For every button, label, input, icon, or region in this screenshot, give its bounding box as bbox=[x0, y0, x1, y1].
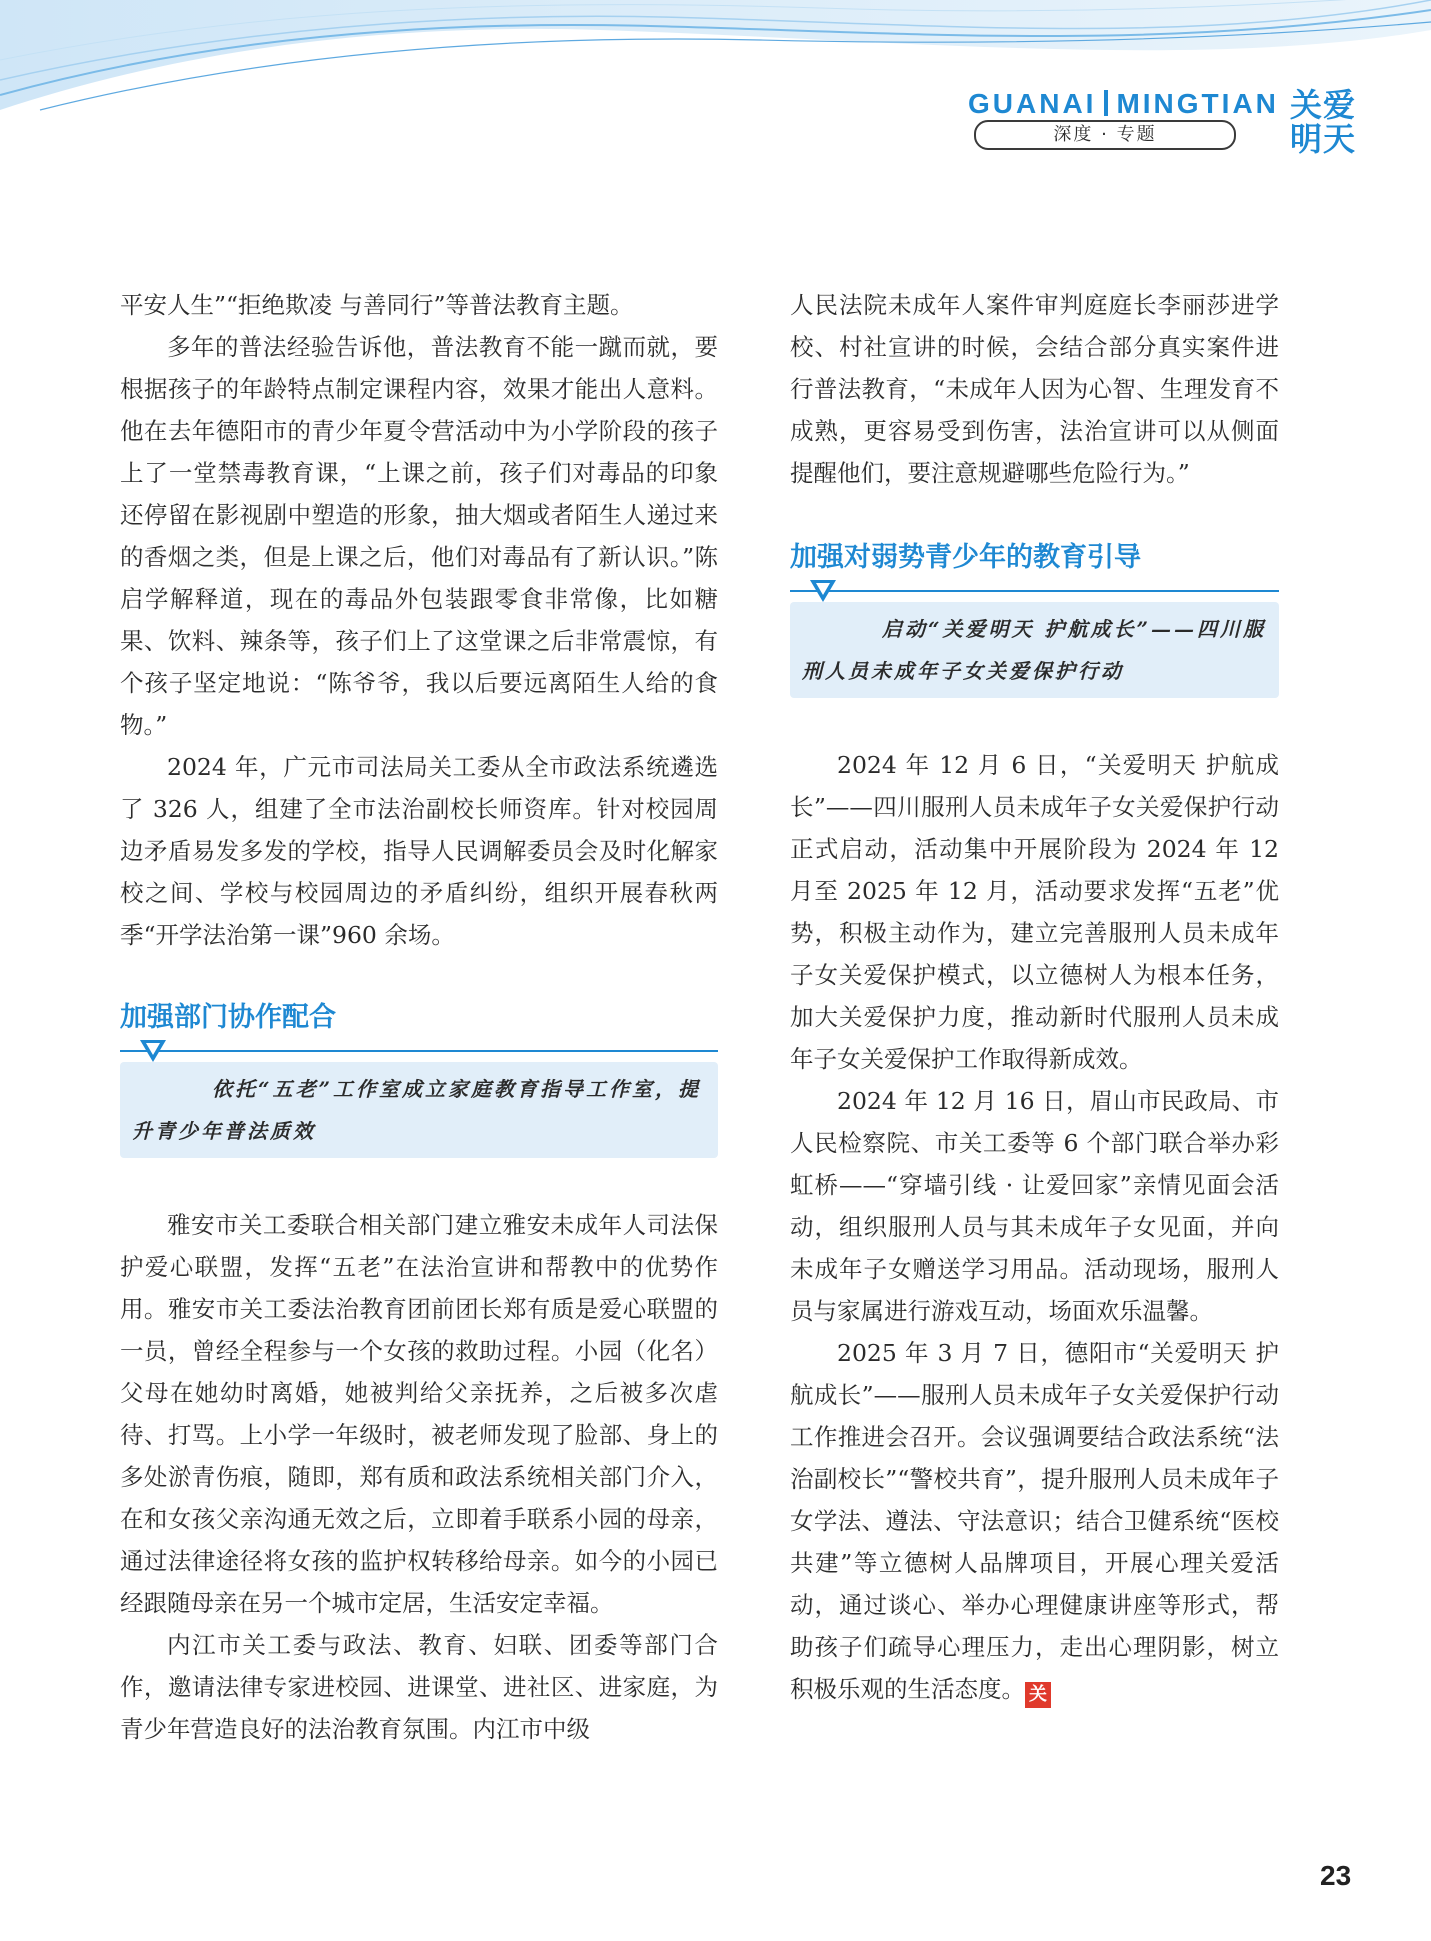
right-paragraph-3: 2024 年 12 月 16 日，眉山市民政局、市人民检察院、市关工委等 6 个部门联合举办彩虹桥——“穿墙引线 · 让爱回家”亲情见面会活动，组织服刑人员与其未成年子女见面，并向未成年子女赠送学习用品。活动现场，服刑人员与家属进行游戏互动，场面欢乐温馨。 bbox=[790, 1087, 1279, 1325]
section-heading-cooperation: 加强部门协作配合 bbox=[120, 1002, 336, 1033]
right-column bbox=[790, 284, 1279, 1710]
masthead bbox=[968, 84, 1398, 164]
right-paragraph-4-text: 2025 年 3 月 7 日，德阳市“关爱明天 护航成长”——服刑人员未成年子女关爱保护行动工作推进会召开。会议强调要结合政法系统“法治副校长”“警校共育”，提升服刑人员未成年子女学法、遵法、守法意识；结合卫健系统“医校共建”等立德树人品牌项目，开展心理关爱活动，通过谈心、举办心理健康讲座等形式，帮助孩子们疏导心理压力，走出心理阴影，树立积极乐观的生活态度。 bbox=[790, 1339, 1279, 1703]
subheading-box: 启动“关爱明天 护航成长”——四川服刑人员未成年子女关爱保护行动 bbox=[790, 602, 1279, 698]
heading-triangle-inner bbox=[816, 583, 830, 595]
heading-rule-line bbox=[120, 1050, 718, 1052]
logo-line-1: 关爱 bbox=[1290, 86, 1357, 124]
masthead-title bbox=[968, 88, 1279, 120]
logo-line-2: 明天 bbox=[1290, 120, 1357, 158]
masthead-logo bbox=[1290, 88, 1356, 156]
heading-rule bbox=[120, 1040, 718, 1062]
end-mark-icon: 关 bbox=[1025, 1682, 1051, 1708]
page-number: 23 bbox=[1320, 1860, 1352, 1891]
heading-triangle-inner bbox=[146, 1043, 160, 1055]
left-paragraph-3: 2024 年，广元市司法局关工委从全市政法系统遴选了 326 人，组建了全市法治副校长师资库。针对校园周边矛盾易发多发的学校，指导人民调解委员会及时化解家校之间、学校与校园周边的矛盾纠纷，组织开展春秋两季“开学法治第一课”960 余场。 bbox=[120, 753, 718, 949]
right-paragraph-2: 2024 年 12 月 6 日，“关爱明天 护航成长”——四川服刑人员未成年子女关爱保护行动正式启动，活动集中开展阶段为 2024 年 12 月至 2025 年 12 月，活动要求发挥“五老”优势，积极主动作为，建立完善服刑人员未成年子女关爱保护模式，以立德树人为根本任务，加大关爱保护力度，推动新时代服刑人员未成年子女关爱保护工作取得新成效。 bbox=[790, 751, 1279, 1073]
section-heading-vulnerable-youth: 加强对弱势青少年的教育引导 bbox=[790, 542, 1141, 573]
masthead-separator bbox=[1104, 90, 1108, 116]
masthead-title-left: GUANAI bbox=[968, 88, 1097, 119]
left-paragraph-1: 平安人生”“拒绝欺凌 与善同行”等普法教育主题。 bbox=[120, 291, 634, 319]
heading-rule-line bbox=[790, 590, 1279, 592]
right-paragraph-4 bbox=[790, 1332, 1279, 1710]
right-paragraph-1: 人民法院未成年人案件审判庭庭长李丽莎进学校、村社宣讲的时候，会结合部分真实案件进行普法教育，“未成年人因为心智、生理发育不成熟，更容易受到伤害，法治宣讲可以从侧面提醒他们，要注意规避哪些危险行为。” bbox=[790, 291, 1279, 487]
left-paragraph-5: 内江市关工委与政法、教育、妇联、团委等部门合作，邀请法律专家进校园、进课堂、进社区、进家庭，为青少年营造良好的法治教育氛围。内江市中级 bbox=[120, 1631, 718, 1743]
left-paragraph-2: 多年的普法经验告诉他，普法教育不能一蹴而就，要根据孩子的年龄特点制定课程内容，效果才能出人意料。他在去年德阳市的青少年夏令营活动中为小学阶段的孩子上了一堂禁毒教育课，“上课之前，孩子们对毒品的印象还停留在影视剧中塑造的形象，抽大烟或者陌生人递过来的香烟之类，但是上课之后，他们对毒品有了新认识。”陈启学解释道，现在的毒品外包装跟零食非常像，比如糖果、饮料、辣条等，孩子们上了这堂课之后非常震惊，有个孩子坚定地说：“陈爷爷，我以后要远离陌生人给的食物。” bbox=[120, 333, 718, 739]
masthead-title-right: MINGTIAN bbox=[1116, 88, 1279, 119]
subheading-box: 依托“五老”工作室成立家庭教育指导工作室，提升青少年普法质效 bbox=[120, 1062, 718, 1158]
masthead-subtitle: 深度 · 专题 bbox=[974, 120, 1236, 150]
left-paragraph-4: 雅安市关工委联合相关部门建立雅安未成年人司法保护爱心联盟，发挥“五老”在法治宣讲和帮教中的优势作用。雅安市关工委法治教育团前团长郑有质是爱心联盟的一员，曾经全程参与一个女孩的救助过程。小园（化名）父母在她幼时离婚，她被判给父亲抚养，之后被多次虐待、打骂。上小学一年级时，被老师发现了脸部、身上的多处淤青伤痕，随即，郑有质和政法系统相关部门介入，在和女孩父亲沟通无效之后，立即着手联系小园的母亲，通过法律途径将女孩的监护权转移给母亲。如今的小园已经跟随母亲在另一个城市定居，生活安定幸福。 bbox=[120, 1211, 718, 1617]
heading-rule bbox=[790, 580, 1279, 602]
left-column bbox=[120, 284, 718, 1750]
